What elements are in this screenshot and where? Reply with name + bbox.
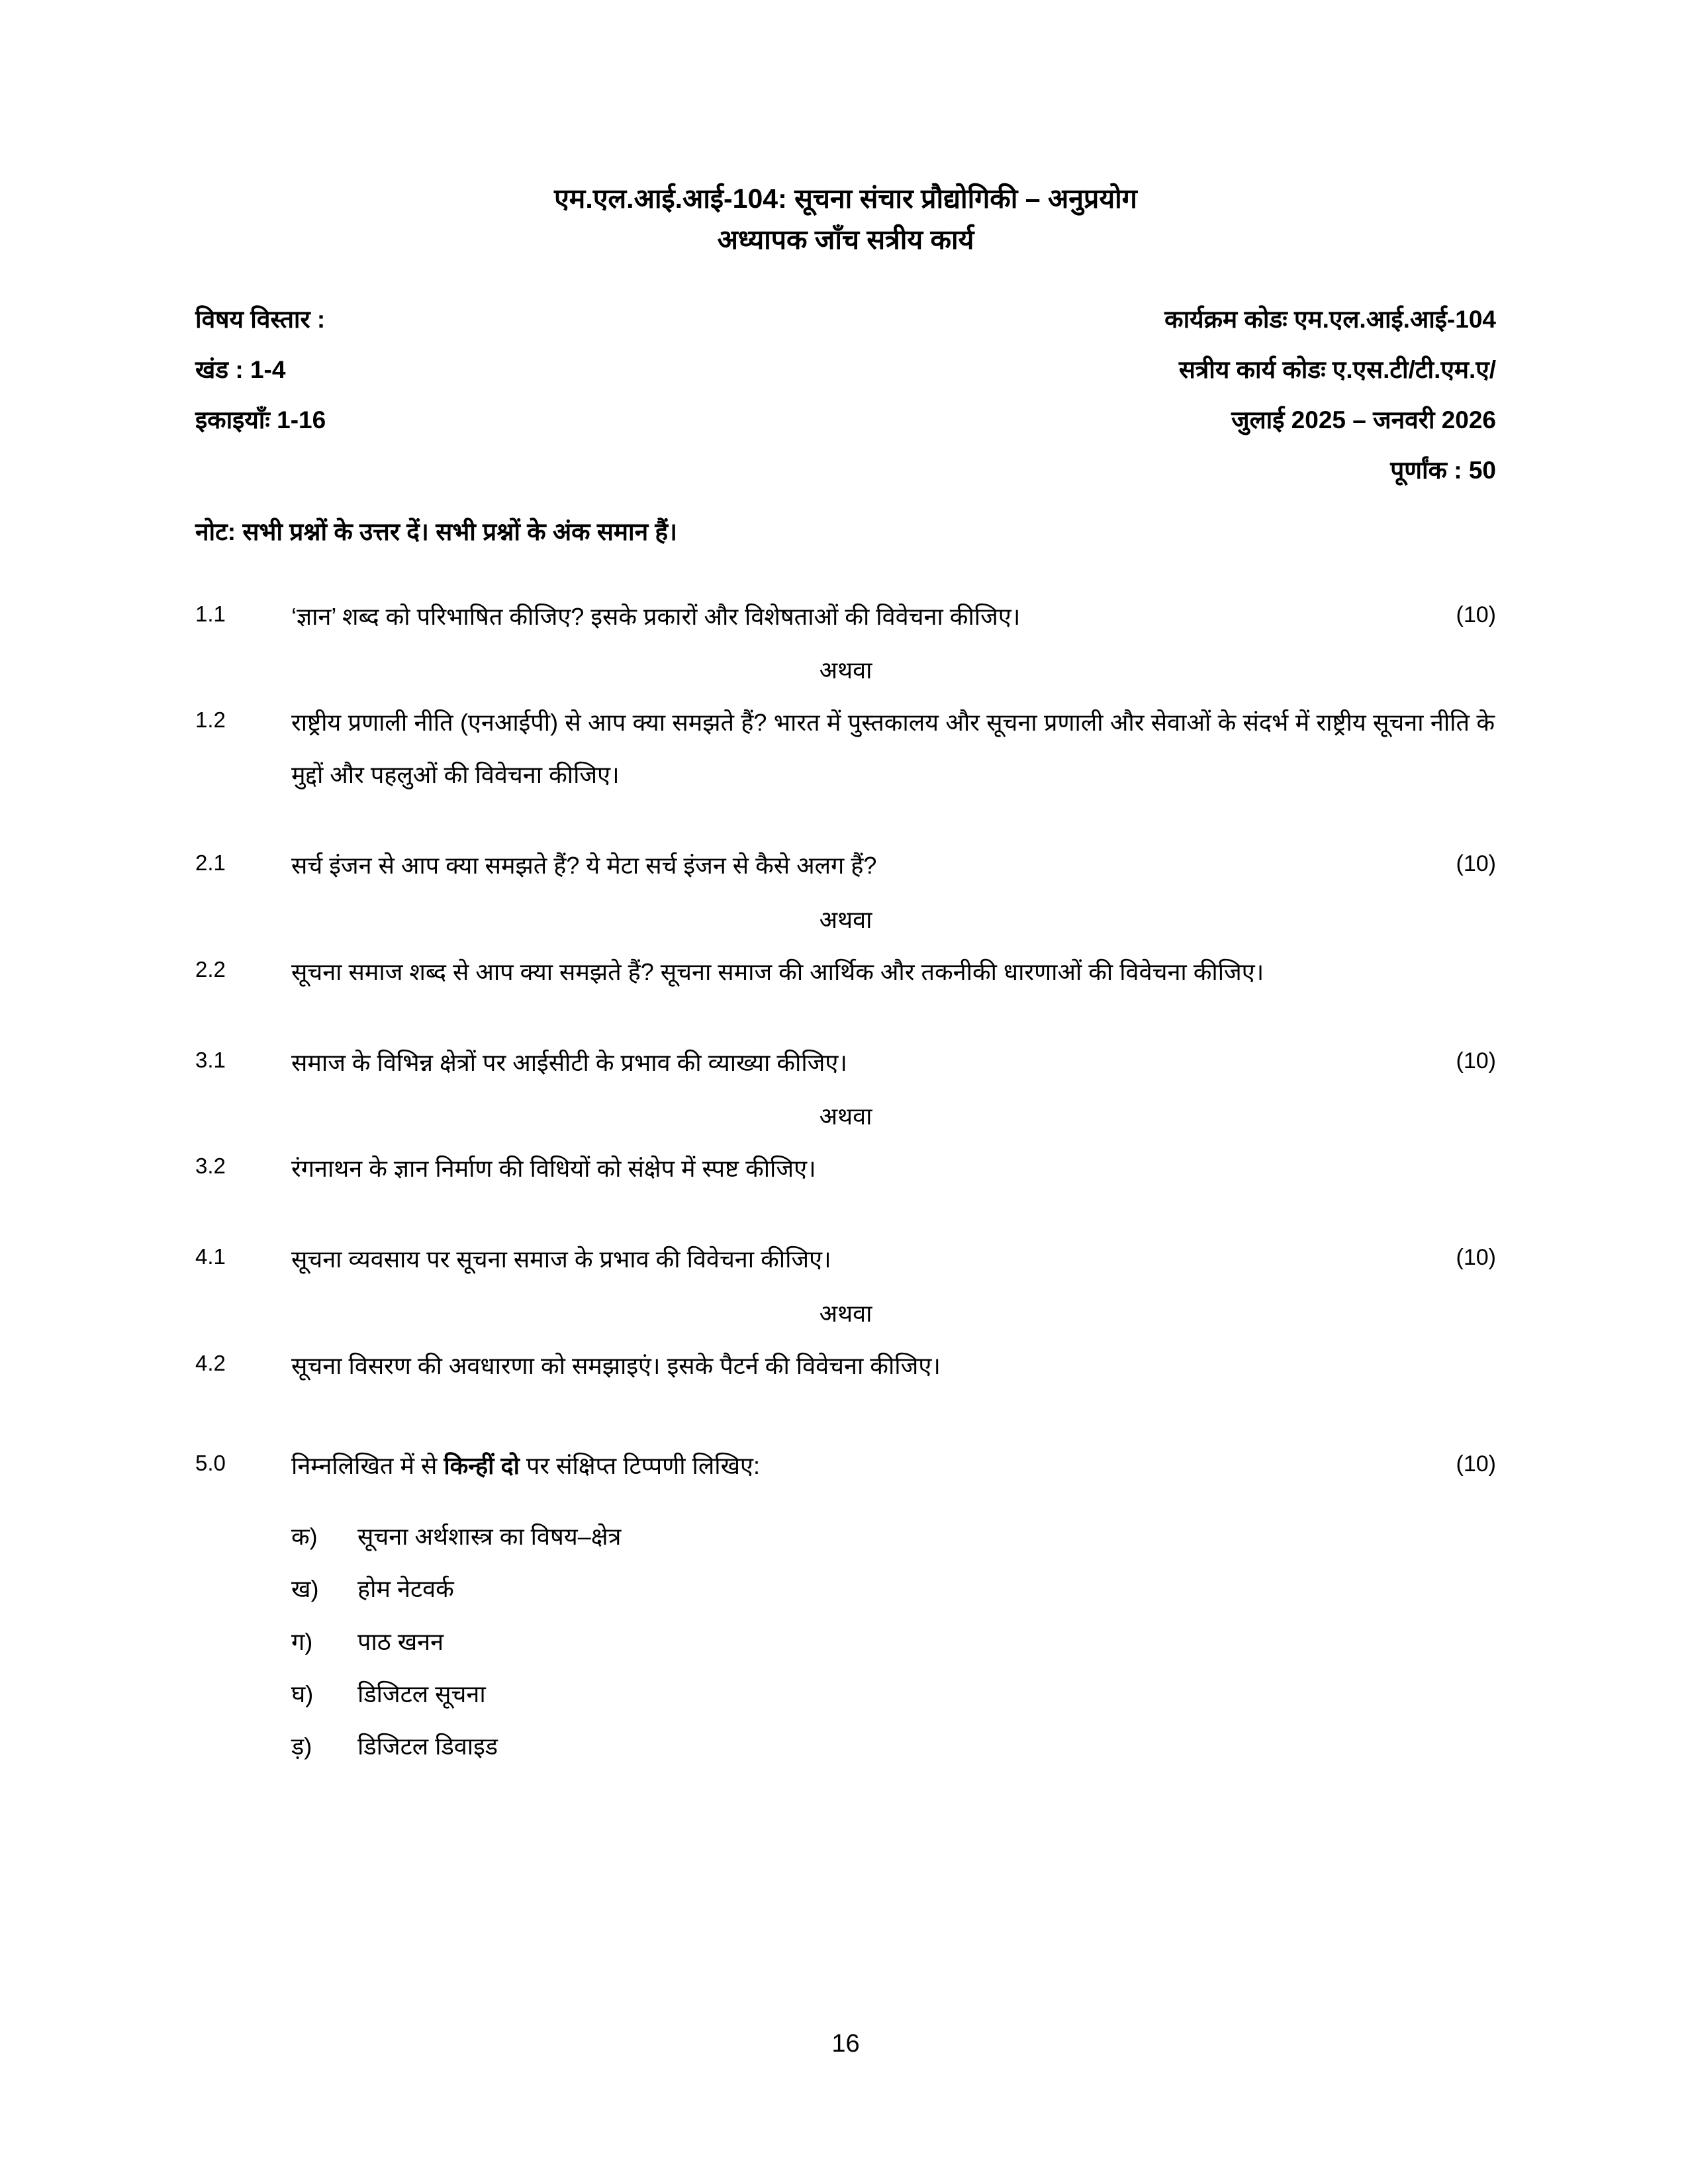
question-1-2: [195, 696, 1496, 801]
meta-right-column: [1164, 295, 1496, 495]
list-item-label: ग): [291, 1627, 313, 1655]
or-label: अथवा: [819, 1299, 872, 1327]
list-item-label: घ): [291, 1680, 314, 1707]
page-number: 16: [831, 2030, 860, 2058]
question-marks: (10): [1456, 1048, 1496, 1073]
meta-left-column: [195, 295, 326, 445]
total-marks: पूर्णांक : 50: [1390, 456, 1496, 484]
question-marks: (10): [1456, 1245, 1496, 1271]
list-item: [291, 1668, 1496, 1720]
units-label: इकाइयाँः 1-16: [195, 406, 326, 433]
question-text: समाज के विभिन्न क्षेत्रों पर आईसीटी के प्रभाव की व्याख्या कीजिए।: [291, 1048, 847, 1076]
list-item-label: ड़): [291, 1732, 312, 1760]
question-4-1: [195, 1233, 1496, 1285]
question-5-0: [195, 1439, 1496, 1492]
question-text: सूचना समाज शब्द से आप क्या समझते हैं? सूचना समाज की आर्थिक और तकनीकी धारणाओं की विवेचना कीजिए।: [291, 958, 1264, 985]
list-item: [291, 1510, 1496, 1563]
question-text: सूचना व्यवसाय पर सूचना समाज के प्रभाव की विवेचना कीजिए।: [291, 1246, 831, 1273]
programme-code: कार्यक्रम कोडः एम.एल.आई.आई-104: [1164, 306, 1496, 333]
assignment-subtitle: अध्यापक जाँच सत्रीय कार्य: [717, 224, 974, 255]
question-text-prefix: निम्नलिखित में से: [291, 1452, 444, 1479]
coverage-label: विषय विस्तार :: [195, 306, 326, 333]
question-number: 1.2: [195, 707, 226, 732]
question-3-2: [195, 1142, 1496, 1195]
question-number: 1.1: [195, 601, 226, 626]
question-1-1: [195, 590, 1496, 643]
question-number: 4.1: [195, 1244, 226, 1269]
question-2-2: [195, 946, 1496, 998]
question-text: [291, 1439, 1496, 1492]
list-item: [291, 1720, 1496, 1772]
meta-section: [195, 295, 1496, 495]
question-text: सर्च इंजन से आप क्या समझते हैं? ये मेटा सर्च इंजन से कैसे अलग हैं?: [291, 852, 877, 880]
list-item-text: डिजिटल डिवाइड: [357, 1732, 498, 1760]
question-number: 3.1: [195, 1047, 226, 1072]
list-item-label: ख): [291, 1575, 319, 1603]
list-item: [291, 1615, 1496, 1668]
question-marks: (10): [1456, 851, 1496, 877]
or-label: अथवा: [819, 656, 872, 684]
list-item-text: पाठ खनन: [357, 1627, 444, 1655]
blocks-label: खंड : 1-4: [195, 355, 286, 383]
question-2-1: [195, 839, 1496, 891]
question-number: 2.1: [195, 850, 226, 876]
list-item-text: होम नेटवर्क: [357, 1575, 454, 1603]
question-marks: (10): [1456, 1451, 1496, 1477]
question-text: राष्ट्रीय प्रणाली नीति (एनआईपी) से आप क्या समझते हैं? भारत में पुस्तकालय और सूचना प्रणाली और सेवाओं के संदर्भ में राष्ट्रीय सूचना नीति के मुद्दों और पहलुओं की विवेचना कीजिए।: [291, 708, 1495, 789]
question-number: 2.2: [195, 956, 226, 981]
course-title: एम.एल.आई.आई-104: सूचना संचार प्रौद्योगिकी – अनुप्रयोग: [554, 183, 1137, 214]
question-4-2: [195, 1340, 1496, 1392]
session-dates: जुलाई 2025 – जनवरी 2026: [1231, 406, 1496, 433]
question-text: ‘ज्ञान’ शब्द को परिभाषित कीजिए? इसके प्रकारों और विशेषताओं की विवेचना कीजिए।: [291, 602, 1021, 630]
question-marks: (10): [1456, 602, 1496, 627]
or-label: अथवा: [819, 905, 872, 933]
or-label: अथवा: [819, 1103, 872, 1130]
title-block: [195, 179, 1496, 260]
list-item-label: क): [291, 1523, 318, 1551]
question-5-options: [195, 1510, 1496, 1772]
assignment-code: सत्रीय कार्य कोडः ए.एस.टी/टी.एम.ए/: [1178, 355, 1496, 383]
question-text-suffix: पर संक्षिप्त टिप्पणी लिखिए:: [519, 1452, 760, 1479]
list-item-text: डिजिटल सूचना: [357, 1680, 486, 1707]
question-text-emphasis: किन्हीं दो: [444, 1452, 520, 1479]
question-number: 5.0: [195, 1451, 226, 1475]
question-text: सूचना विसरण की अवधारणा को समझाइएं। इसके पैटर्न की विवेचना कीजिए।: [291, 1351, 941, 1379]
list-item: [291, 1563, 1496, 1615]
question-text: रंगनाथन के ज्ञान निर्माण की विधियों को संक्षेप में स्पष्ट कीजिए।: [291, 1155, 816, 1183]
note-line: नोट: सभी प्रश्नों के उत्तर दें। सभी प्रश्नों के अंक समान हैं।: [195, 518, 678, 546]
list-item-text: सूचना अर्थशास्त्र का विषय–क्षेत्र: [357, 1523, 622, 1551]
question-3-1: [195, 1036, 1496, 1089]
question-number: 4.2: [195, 1350, 226, 1375]
question-number: 3.2: [195, 1154, 226, 1179]
